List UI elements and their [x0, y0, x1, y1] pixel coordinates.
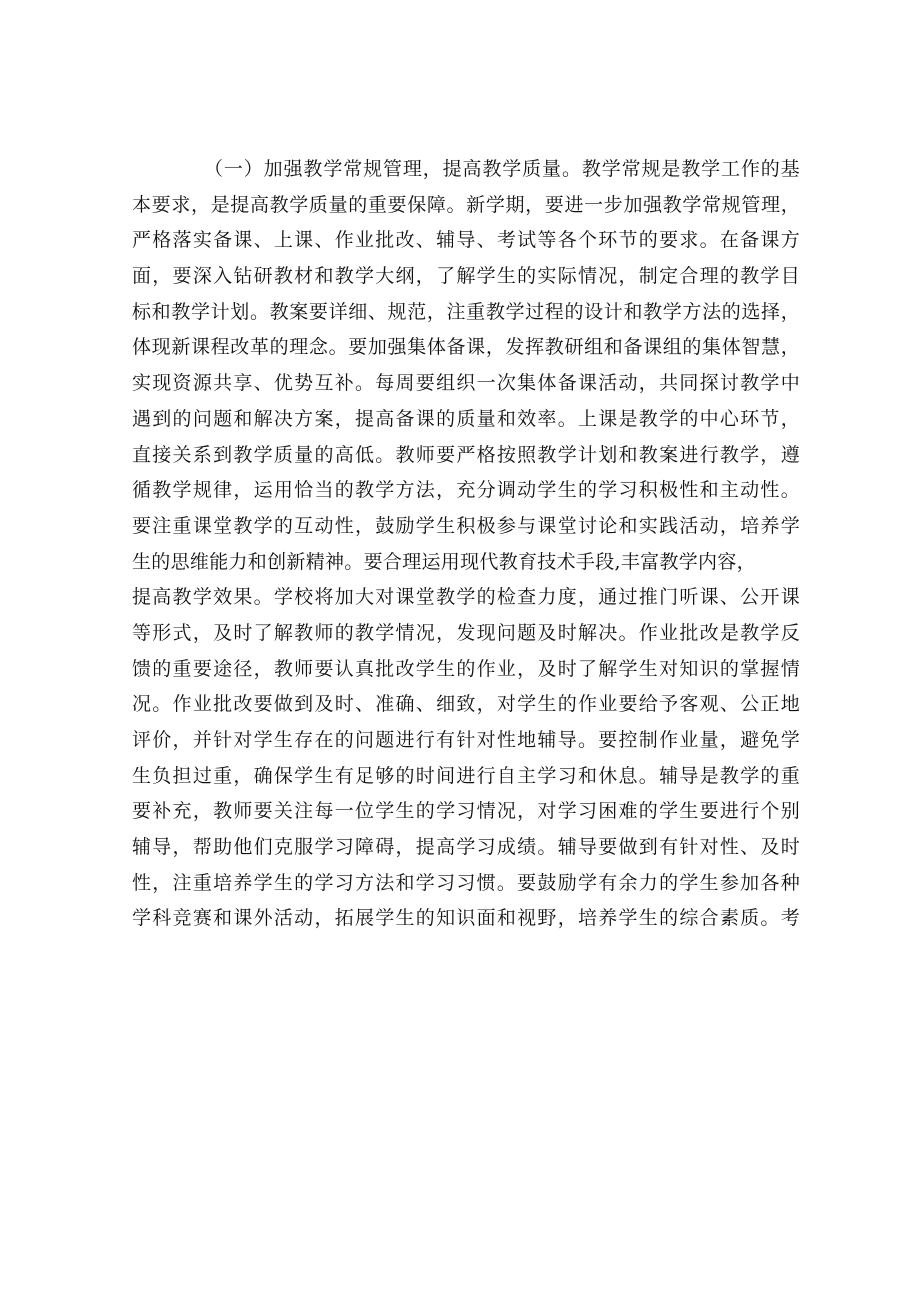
- paragraph-line: （一）加强教学常规管理，提高教学质量。教学常规是教学工作的基: [204, 158, 800, 180]
- paragraph-line: 标和教学计划。教案要详细、规范，注重教学过程的设计和教学方法的选择，: [132, 300, 800, 323]
- paragraph-line: 等形式，及时了解教师的教学情况，发现问题及时解决。作业批改是教学反: [132, 621, 800, 644]
- paragraph-line: 评价，并针对学生存在的问题进行有针对性地辅导。要控制作业量，避免学: [132, 729, 800, 751]
- paragraph-line: 学科竞赛和课外活动，拓展学生的知识面和视野，培养学生的综合素质。考: [132, 907, 800, 930]
- paragraph-line: 要注重课堂教学的互动性，鼓励学生积极参与课堂讨论和实践活动，培养学: [132, 514, 800, 537]
- paragraph-line: 提高教学效果。学校将加大对课堂教学的检查力度，通过推门听课、公开课: [132, 586, 800, 609]
- paragraph-line: 体现新课程改革的理念。要加强集体备课，发挥教研组和备课组的集体智慧，: [132, 336, 800, 359]
- paragraph-line: 生负担过重，确保学生有足够的时间进行自主学习和休息。辅导是教学的重: [132, 764, 800, 787]
- paragraph-line: 循教学规律，运用恰当的教学方法，充分调动学生的学习积极性和主动性。: [132, 479, 800, 502]
- paragraph-line: 本要求，是提高教学质量的重要保障。新学期，要进一步加强教学常规管理，: [132, 193, 800, 216]
- paragraph-line: 馈的重要途径，教师要认真批改学生的作业，及时了解学生对知识的掌握情: [132, 657, 800, 680]
- paragraph-line: 生的思维能力和创新精神。要合理运用现代教育技术手段,丰富教学内容，: [132, 550, 756, 573]
- body-paragraph: [132, 152, 800, 937]
- paragraph-line: 严格落实备课、上课、作业批改、辅导、考试等各个环节的要求。在备课方: [132, 229, 800, 252]
- paragraph-line: 实现资源共享、优势互补。每周要组织一次集体备课活动，共同探讨教学中: [132, 372, 800, 395]
- paragraph-line: 辅导，帮助他们克服学习障碍，提高学习成绩。辅导要做到有针对性、及时: [132, 836, 800, 859]
- paragraph-line: 况。作业批改要做到及时、准确、细致，对学生的作业要给予客观、公正地: [132, 693, 800, 716]
- paragraph-line: 要补充，教师要关注每一位学生的学习情况，对学习困难的学生要进行个别: [132, 800, 800, 823]
- paragraph-line: 面，要深入钻研教材和教学大纲，了解学生的实际情况，制定合理的教学目: [132, 265, 800, 288]
- paragraph-line: 性，注重培养学生的学习方法和学习习惯。要鼓励学有余力的学生参加各种: [132, 871, 800, 894]
- paragraph-line: 直接关系到教学质量的高低。教师要严格按照教学计划和教案进行教学，遵: [132, 443, 800, 466]
- paragraph-line: 遇到的问题和解决方案，提高备课的质量和效率。上课是教学的中心环节，: [132, 407, 800, 430]
